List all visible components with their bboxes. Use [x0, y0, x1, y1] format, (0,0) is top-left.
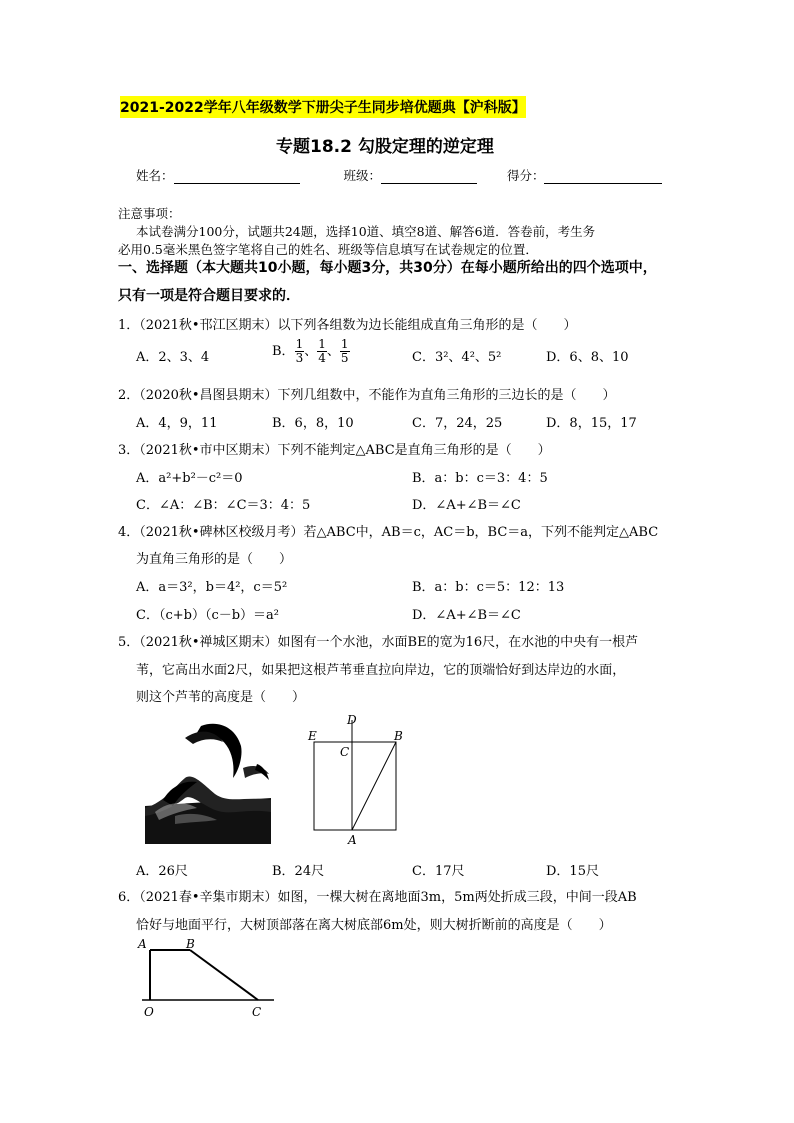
q4-option-b[interactable]: B．a：b：c＝5：12：13	[412, 580, 565, 595]
q3-stem: 3．（2021秋•市中区期末）下列不能判定△ABC是直角三角形的是（ ）	[118, 443, 551, 458]
score-label: 得分：	[506, 168, 545, 183]
q5-stem-3: 则这个芦苇的高度是（ ）	[136, 690, 306, 705]
segment-bc	[190, 950, 258, 1000]
score-field[interactable]	[544, 183, 662, 184]
name-field[interactable]	[174, 183, 300, 184]
info-line	[136, 166, 696, 184]
pond-rectangle	[314, 742, 396, 830]
fraction-denominator: 3	[295, 351, 304, 365]
section-heading-1: 一、选择题（本大题共10小题，每小题3分，共30分）在每小题所给出的四个选项中，	[118, 260, 657, 276]
q1-fraction-3	[340, 338, 350, 365]
label-d: D	[347, 713, 357, 727]
fraction-numerator: 1	[295, 337, 304, 351]
q1-option-b[interactable]: B． $\frac{1}{3}$ 、 $\frac{1}{4}$ 、 $\frac{1}{5}$	[272, 337, 349, 365]
q5-option-b[interactable]: B．24尺	[272, 864, 325, 879]
fraction-numerator: 1	[340, 337, 349, 351]
q4-option-a[interactable]: A．a＝3²，b＝4²，c＝5²	[136, 580, 288, 595]
q1-option-a[interactable]: A．2、3、4	[136, 350, 210, 365]
q1-fraction-1	[295, 338, 305, 365]
reed-photo	[145, 716, 271, 844]
fraction-numerator: 1	[318, 337, 326, 351]
q2-option-b[interactable]: B．6，8，10	[272, 416, 354, 431]
fraction-denominator: 5	[340, 351, 349, 365]
q4-option-c[interactable]: C．（c+b）（c－b）＝a²	[136, 608, 280, 623]
label-o: O	[144, 1005, 154, 1019]
tree-diagram	[134, 936, 280, 1020]
q3-option-c[interactable]: C．∠A：∠B：∠C＝3：4：5	[136, 498, 311, 513]
q2-option-c[interactable]: C．7，24，25	[412, 416, 503, 431]
q1-option-b-prefix: B．	[272, 344, 295, 359]
q5-option-a[interactable]: A．26尺	[136, 864, 188, 879]
q4-option-d[interactable]: D．∠A+∠B＝∠C	[412, 608, 521, 623]
q1-option-c[interactable]: C．3²、4²、5²	[412, 350, 502, 365]
page-title: 专题18.2 勾股定理的逆定理	[276, 137, 494, 157]
q5-option-d[interactable]: D．15尺	[546, 864, 599, 879]
class-label: 班级：	[343, 168, 381, 183]
q2-stem: 2．（2020秋•昌图县期末）下列几组数中，不能作为直角三角形的三边长的是（ ）	[118, 388, 616, 403]
q2-option-a[interactable]: A．4，9，11	[136, 416, 218, 431]
notice-heading: 注意事项：	[118, 206, 181, 221]
fraction-denominator: 4	[318, 351, 326, 365]
q6-stem-2: 恰好与地面平行，大树顶部落在离大树底部6m处，则大树折断前的高度是（ ）	[136, 918, 612, 933]
q3-option-b[interactable]: B．a：b：c＝3：4：5	[412, 471, 548, 486]
label-a: A	[348, 833, 357, 847]
label-b: B	[186, 937, 195, 951]
label-c: C	[252, 1005, 262, 1019]
q1-stem: 1．（2021秋•邗江区期末）以下列各组数为边长能组成直角三角形的是（ ）	[118, 318, 577, 333]
series-banner: 2021-2022学年八年级数学下册尖子生同步培优题典【沪科版】	[120, 96, 526, 118]
q5-stem-2: 苇，它高出水面2尺，如果把这根芦苇垂直拉向岸边，它的顶端恰好到达岸边的水面，	[136, 663, 626, 678]
label-e: E	[308, 729, 317, 743]
q4-stem-1: 4．（2021秋•碑林区校级月考）若△ABC中，AB＝c，AC＝b，BC＝a，下列不能判定△ABC	[118, 525, 659, 540]
reed-pulled	[352, 742, 396, 830]
label-a: A	[138, 937, 147, 951]
label-c: C	[340, 745, 350, 759]
q3-option-d[interactable]: D．∠A+∠B＝∠C	[412, 498, 521, 513]
q3-option-a[interactable]: A．a²+b²－c²＝0	[136, 471, 243, 486]
name-label: 姓名：	[136, 168, 174, 183]
label-b: B	[394, 729, 403, 743]
q5-stem-1: 5．（2021秋•禅城区期末）如图有一个水池，水面BE的宽为16尺，在水池的中央有一根芦	[118, 635, 639, 650]
notice-line-2: 必用0.5毫米黑色签字笔将自己的姓名、班级等信息填写在试卷规定的位置．	[118, 242, 538, 257]
q6-stem-1: 6．（2021春•辛集市期末）如图，一棵大树在离地面3m，5m两处折成三段，中间一段AB	[118, 890, 637, 905]
notice-line-1: 本试卷满分100分，试题共24题，选择10道、填空8道、解答6道．答卷前，考生务	[136, 224, 596, 239]
q4-stem-2: 为直角三角形的是（ ）	[136, 552, 293, 567]
class-field[interactable]	[381, 183, 477, 184]
q1-option-d[interactable]: D．6、8、10	[546, 350, 629, 365]
q1-fraction-2	[317, 338, 327, 365]
section-heading-2: 只有一项是符合题目要求的．	[118, 288, 300, 304]
q2-option-d[interactable]: D．8，15，17	[546, 416, 637, 431]
q5-option-c[interactable]: C．17尺	[412, 864, 465, 879]
pond-diagram	[300, 710, 410, 848]
